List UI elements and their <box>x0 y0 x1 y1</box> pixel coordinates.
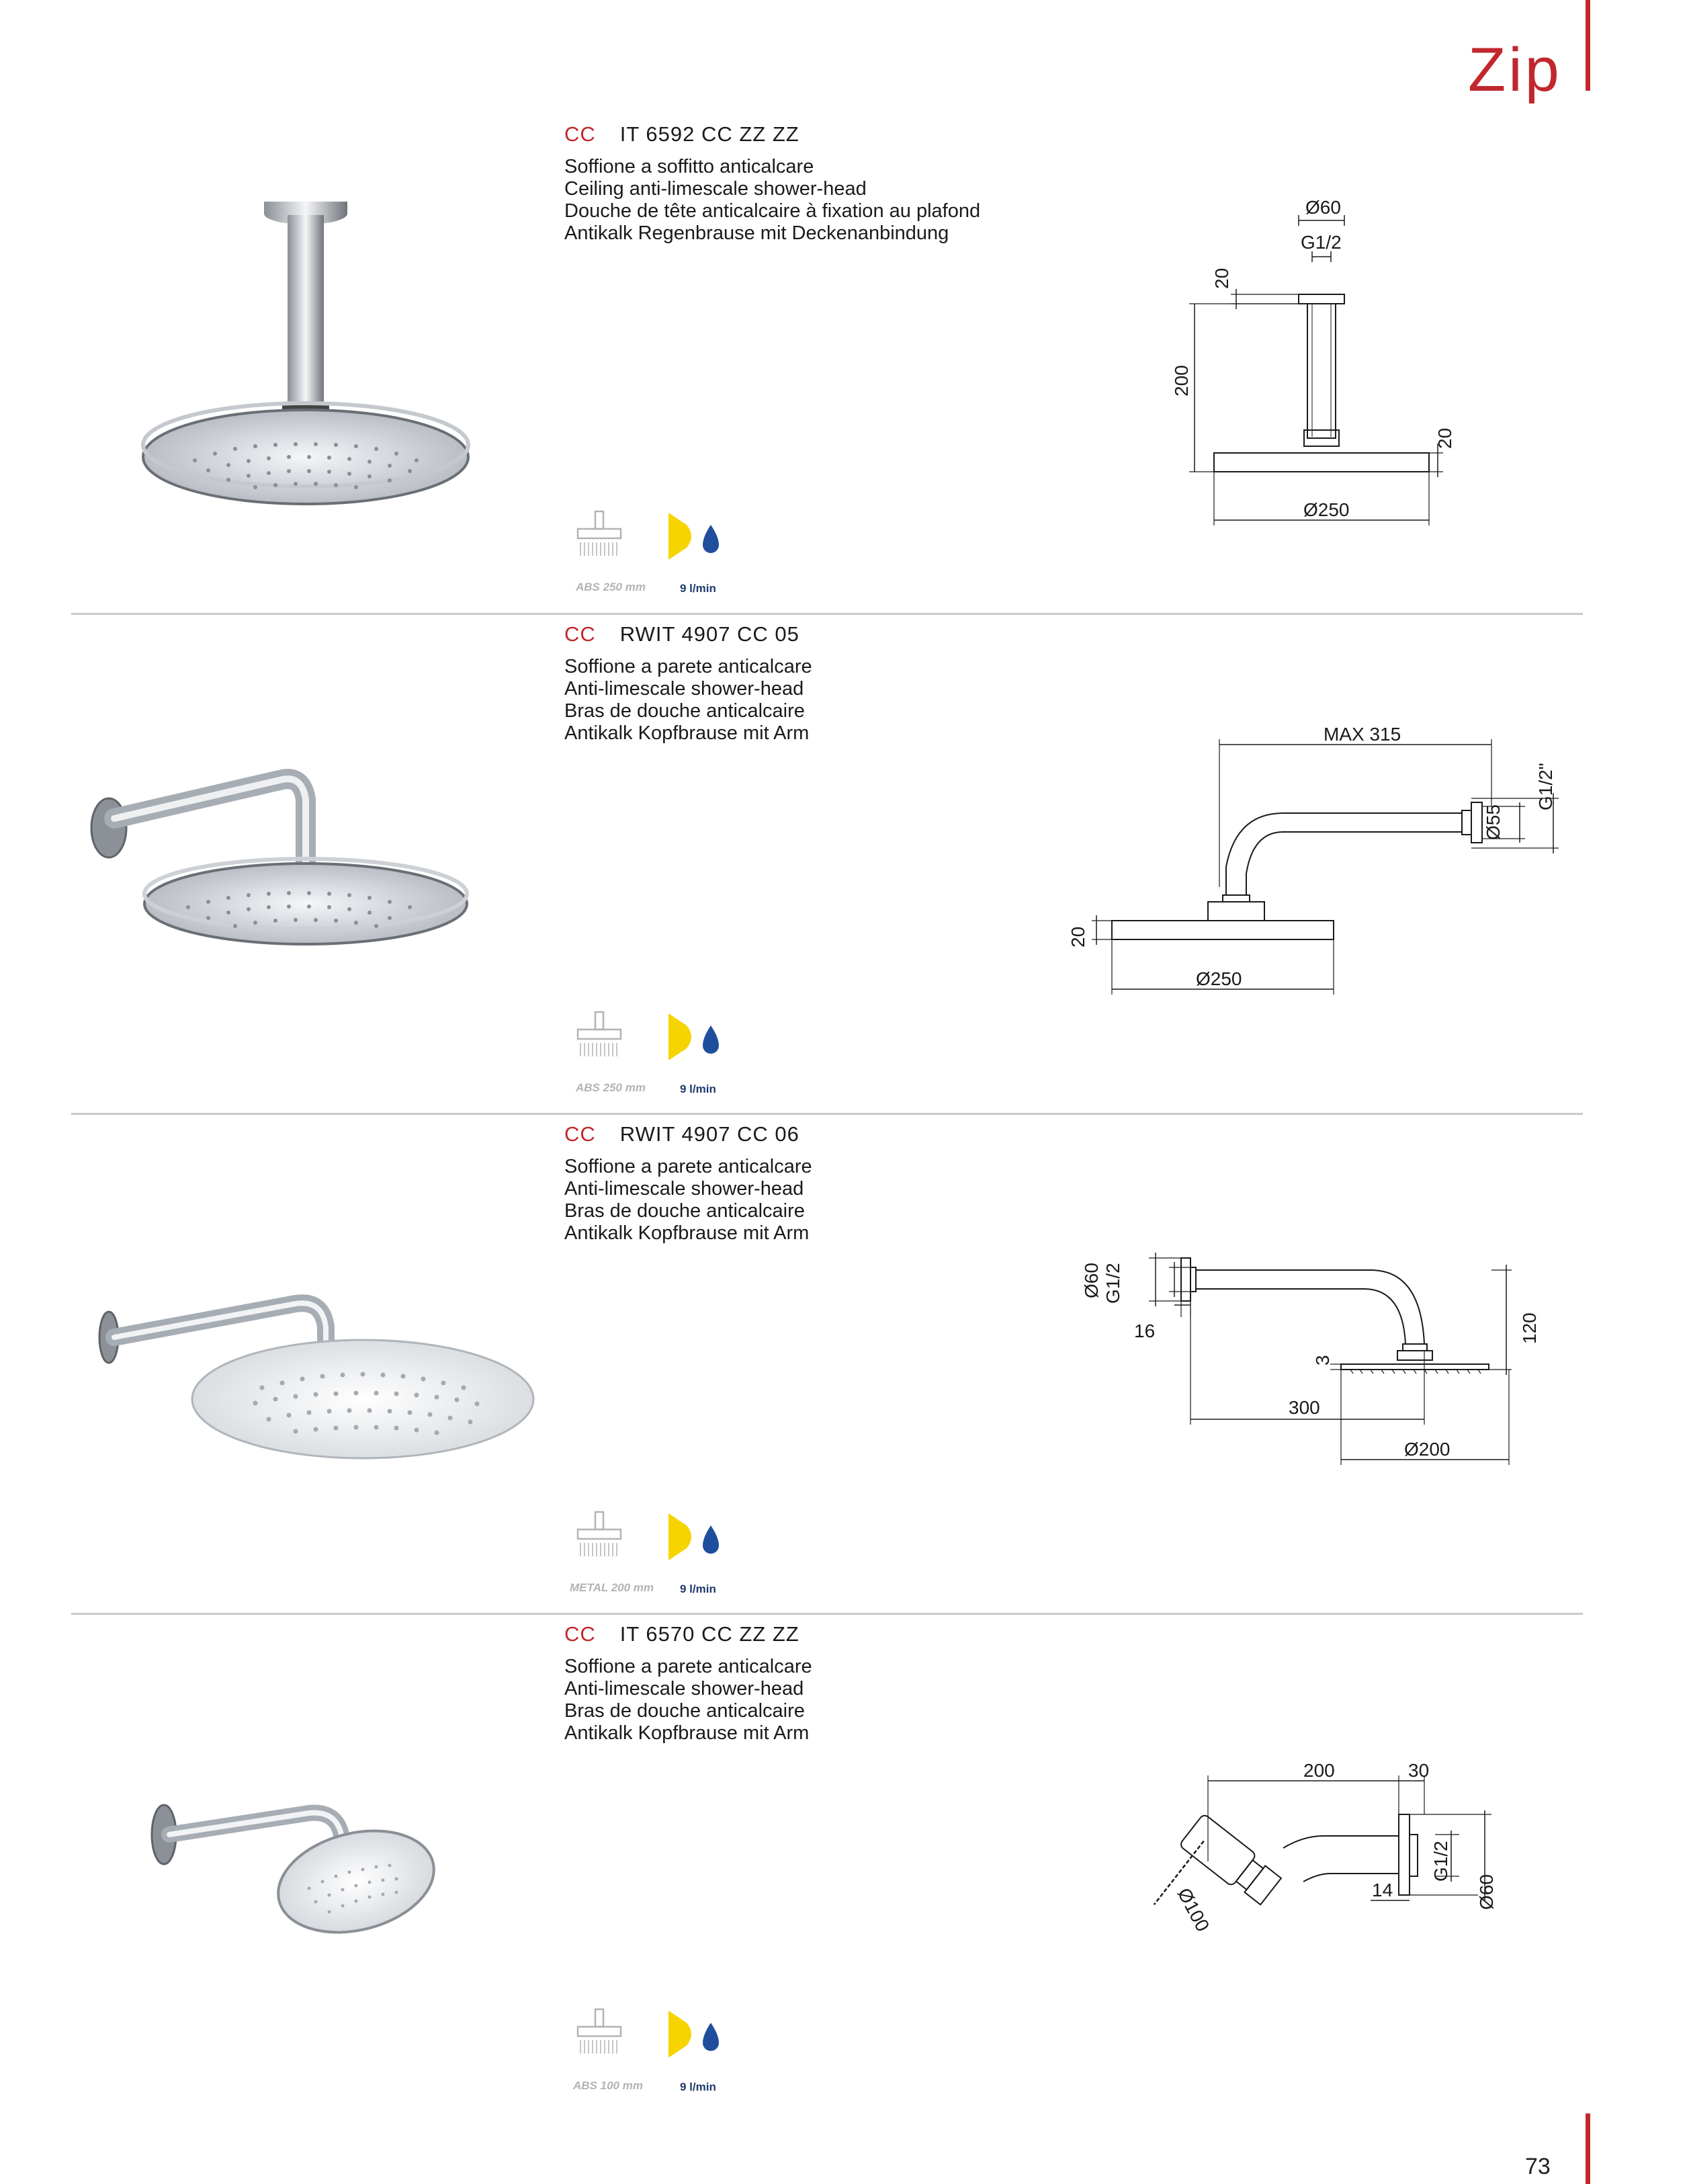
description-it: Soffione a parete anticalcare <box>564 1656 812 1677</box>
description-en: Anti-limescale shower-head <box>564 678 804 700</box>
description-en: Ceiling anti-limescale shower-head <box>564 178 867 200</box>
product-code-row <box>564 622 799 646</box>
section-divider <box>71 1613 1583 1615</box>
dim-head-height: 3 <box>1312 1355 1333 1366</box>
description-de: Antikalk Kopfbrause mit Arm <box>564 722 810 744</box>
section-divider <box>71 1113 1583 1115</box>
dim-head-diameter: Ø250 <box>1303 499 1350 520</box>
material-label: ABS 100 mm <box>573 2079 643 2092</box>
dim-arm-length: 200 <box>1303 1760 1335 1781</box>
description-en: Anti-limescale shower-head <box>564 1678 804 1699</box>
description-it: Soffione a parete anticalcare <box>564 1156 812 1177</box>
product-description <box>564 656 812 745</box>
finish-code: CC <box>564 1622 596 1646</box>
flow-rate-label: 9 l/min <box>680 1583 716 1595</box>
product-description <box>564 1656 812 1745</box>
dim-head-diameter: Ø200 <box>1404 1439 1450 1460</box>
description-it: Soffione a parete anticalcare <box>564 656 812 677</box>
dim-thread: G1/2 <box>1301 232 1342 253</box>
overhead-shower-icon <box>571 507 732 568</box>
flow-rate-label: 9 l/min <box>680 2081 716 2093</box>
brand-accent-bar <box>1586 0 1590 91</box>
spec-icons <box>571 2005 732 2069</box>
dim-flange-depth: 30 <box>1408 1760 1430 1781</box>
technical-drawing-wall-shower-250 <box>1055 719 1579 1001</box>
description-fr: Bras de douche anticalcaire <box>564 1700 805 1722</box>
page-accent-bar <box>1586 2113 1590 2184</box>
flow-rate-label: 9 l/min <box>680 1083 716 1095</box>
dim-arm-length: 200 <box>1171 365 1192 396</box>
description-fr: Bras de douche anticalcaire <box>564 1200 805 1222</box>
description-de: Antikalk Regenbrause mit Deckenanbindung <box>564 222 949 244</box>
product-photo-ceiling-shower <box>134 188 484 511</box>
product-code-row <box>564 1622 799 1646</box>
dim-arm-length: 300 <box>1289 1397 1320 1418</box>
description-fr: Bras de douche anticalcaire <box>564 700 805 722</box>
description-it: Soffione a soffitto anticalcare <box>564 156 814 177</box>
product-photo-wall-shower-100 <box>141 1788 443 1949</box>
dim-max-projection: MAX 315 <box>1324 724 1401 745</box>
description-de: Antikalk Kopfbrause mit Arm <box>564 1222 810 1244</box>
spec-icons <box>571 1008 732 1072</box>
material-label: ABS 250 mm <box>576 1081 646 1094</box>
product-code: IT 6570 CC ZZ ZZ <box>619 1622 799 1646</box>
product-code: IT 6592 CC ZZ ZZ <box>619 122 799 146</box>
finish-code: CC <box>564 122 596 146</box>
page-number: 73 <box>1525 2154 1551 2179</box>
material-label: ABS 250 mm <box>576 581 646 593</box>
dim-flange-width: 16 <box>1134 1320 1156 1341</box>
section-divider <box>71 613 1583 615</box>
technical-drawing-wall-shower-100 <box>1142 1761 1518 1982</box>
dim-flange-diameter: Ø55 <box>1483 804 1504 840</box>
description-en: Anti-limescale shower-head <box>564 1178 804 1200</box>
finish-code: CC <box>564 622 596 646</box>
product-code: RWIT 4907 CC 05 <box>619 622 799 646</box>
material-label: METAL 200 mm <box>570 1581 654 1594</box>
dim-head-height: 20 <box>1434 427 1455 449</box>
overhead-shower-icon <box>571 1008 732 1068</box>
dim-flange-height: 20 <box>1211 267 1232 289</box>
dim-height: 120 <box>1519 1312 1540 1344</box>
dim-head-diameter: Ø250 <box>1196 968 1242 989</box>
product-code-row <box>564 1122 799 1146</box>
product-code: RWIT 4907 CC 06 <box>619 1122 799 1146</box>
description-fr: Douche de tête anticalcaire à fixation au plafond <box>564 200 981 222</box>
dim-flange-diameter: Ø60 <box>1476 1874 1497 1910</box>
overhead-shower-icon <box>571 1508 732 1568</box>
dim-flange-diameter: Ø60 <box>1305 197 1341 218</box>
dim-thread: G1/2 <box>1102 1263 1123 1304</box>
finish-code: CC <box>564 1122 596 1146</box>
technical-drawing-wall-shower-200 <box>1075 1250 1586 1478</box>
flow-rate-label: 9 l/min <box>680 582 716 595</box>
product-photo-wall-shower-200 <box>94 1270 551 1465</box>
technical-drawing-ceiling-shower <box>1169 195 1455 544</box>
spec-icons <box>571 1508 732 1572</box>
product-description <box>564 156 980 245</box>
dim-head-diameter: Ø100 <box>1173 1884 1214 1935</box>
overhead-shower-icon <box>571 2005 732 2066</box>
description-de: Antikalk Kopfbrause mit Arm <box>564 1722 810 1744</box>
dim-head-height: 20 <box>1068 926 1088 948</box>
product-photo-wall-shower-250 <box>81 759 511 974</box>
product-code-row <box>564 122 799 146</box>
brand-title: Zip <box>1468 36 1562 104</box>
dim-flange-width: 14 <box>1372 1880 1393 1900</box>
dim-flange-diameter: Ø60 <box>1081 1263 1102 1298</box>
dim-thread: G1/2 <box>1430 1841 1451 1882</box>
dim-thread: G1/2" <box>1535 763 1556 810</box>
product-description <box>564 1156 812 1245</box>
spec-icons <box>571 507 732 571</box>
